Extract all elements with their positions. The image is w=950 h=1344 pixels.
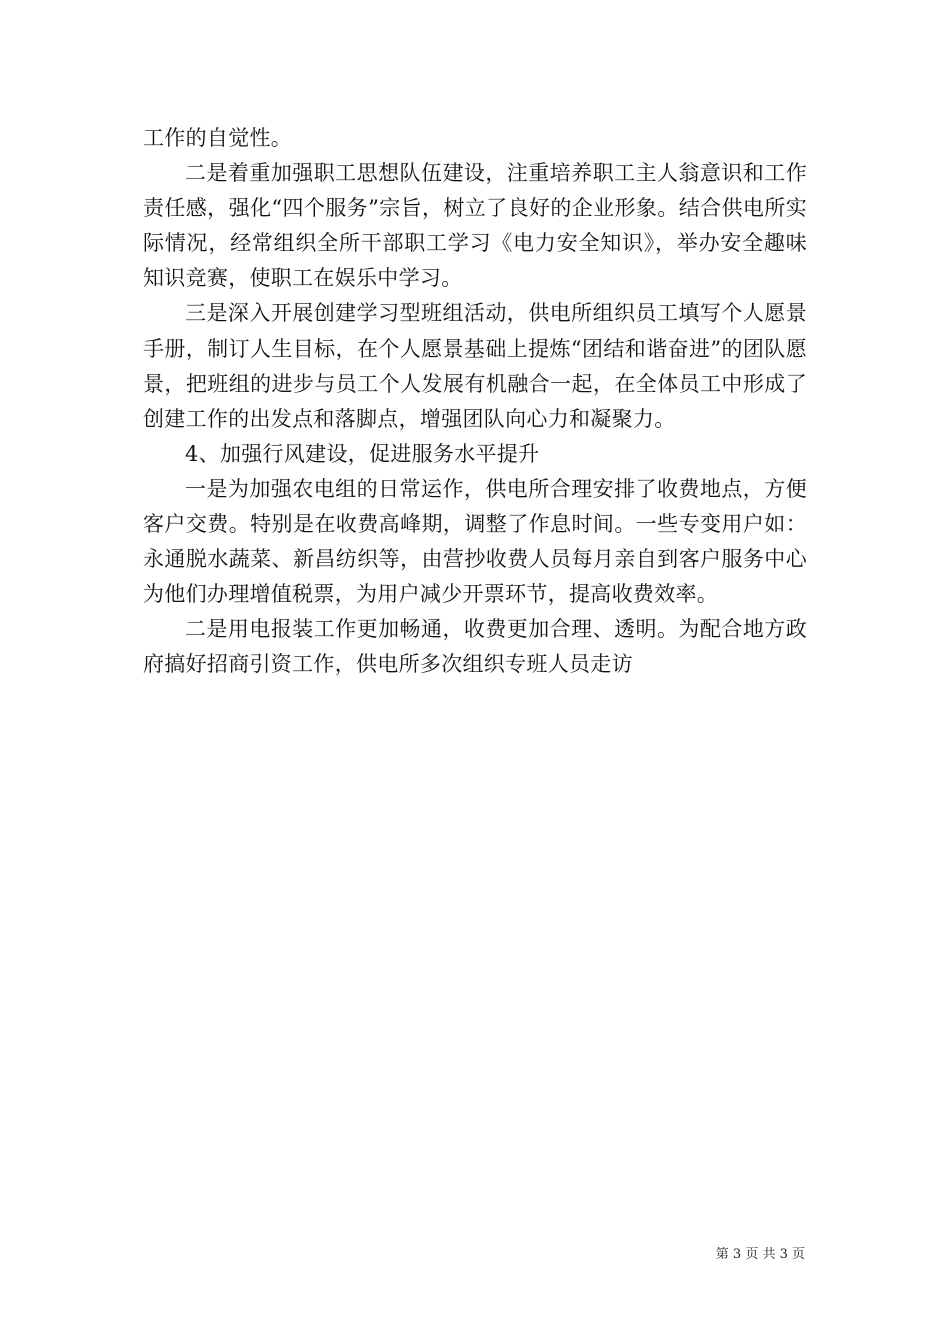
paragraph-5: 一是为加强农电组的日常运作，供电所合理安排了收费地点，方便客户交费。特别是在收费高峰期，调整了作息时间。一些专变用户如：永通脱水蔬菜、新昌纺织等，由营抄收费人员每月亲自到客户服务中心为他们办理增值税票，为用户减少开票环节，提高收费效率。 — [143, 476, 807, 607]
paragraph-1: 工作的自觉性。 — [143, 126, 293, 150]
paragraph-6: 二是用电报装工作更加畅通，收费更加合理、透明。为配合地方政府搞好招商引资工作，供电所多次组织专班人员走访 — [143, 617, 807, 677]
page-number-footer: 第 3 页 共 3 页 — [715, 1247, 805, 1262]
paragraph-3: 三是深入开展创建学习型班组活动，供电所组织员工填写个人愿景手册，制订人生目标，在个人愿景基础上提炼“团结和谐奋进”的团队愿景，把班组的进步与员工个人发展有机融合一起，在全体员工中形成了创建工作的出发点和落脚点，增强团队向心力和凝聚力。 — [143, 301, 807, 431]
document-body — [143, 121, 807, 683]
paragraph-2: 二是着重加强职工思想队伍建设，注重培养职工主人翁意识和工作责任感，强化“四个服务”宗旨，树立了良好的企业形象。结合供电所实际情况，经常组织全所干部职工学习《电力安全知识》，举办安全趣味知识竞赛，使职工在娱乐中学习。 — [143, 161, 807, 291]
section-heading-4: 4、加强行风建设，促进服务水平提升 — [185, 441, 540, 466]
